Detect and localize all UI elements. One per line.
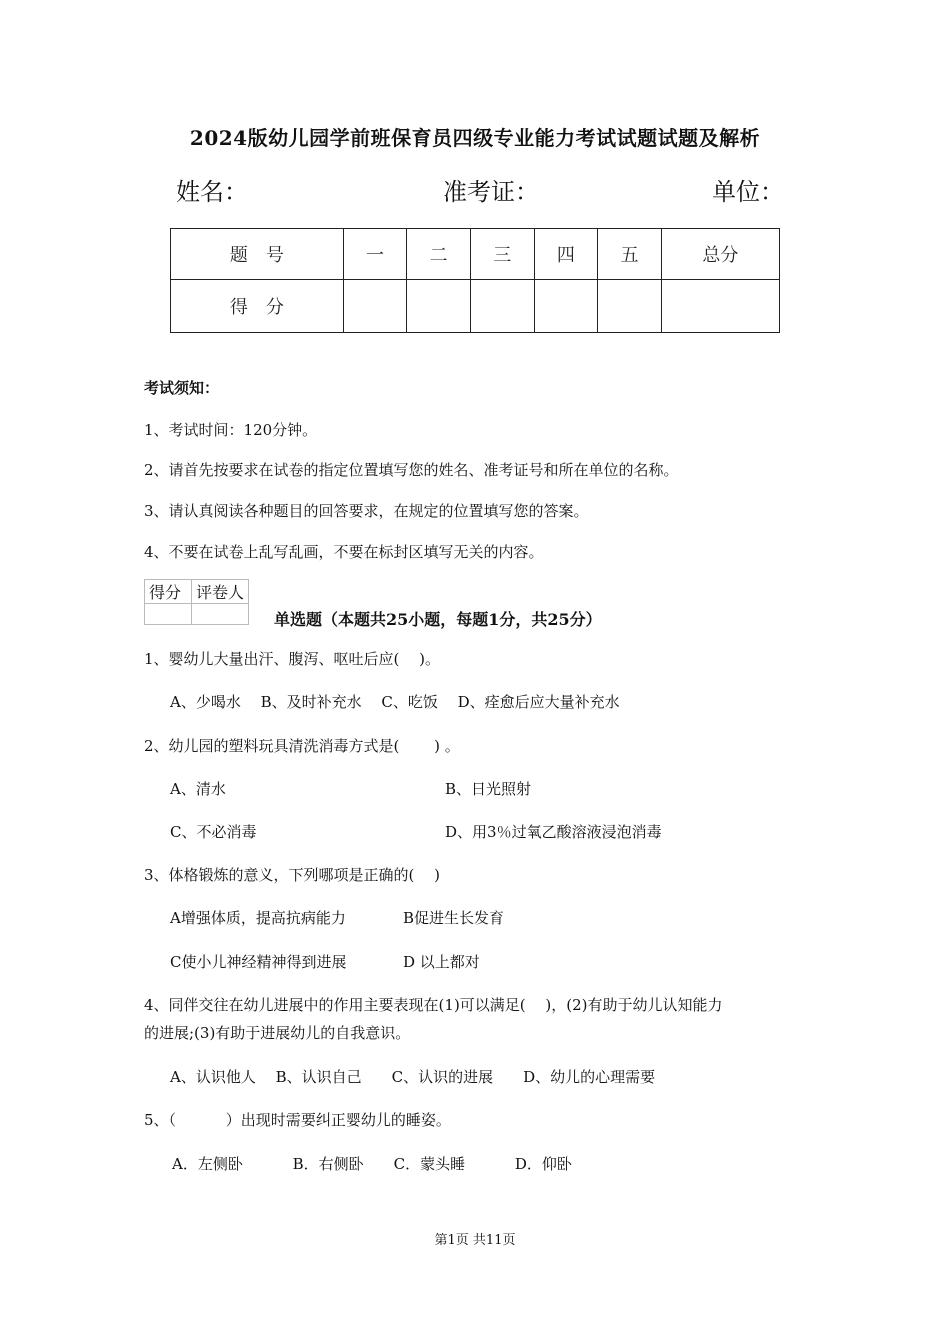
option-b: B、日光照射 [445, 780, 532, 798]
notice-item: 3、请认真阅读各种题目的回答要求，在规定的位置填写您的答案。 [144, 502, 589, 520]
score-cell[interactable] [661, 280, 779, 333]
option-d: D、用3％过氧乙酸溶液浸泡消毒 [445, 823, 662, 841]
grader-box [144, 579, 249, 625]
question-stem: 3、体格锻炼的意义，下列哪项是正确的( ) [144, 866, 441, 884]
score-cell[interactable] [534, 280, 598, 333]
grader-score-label: 得分 [145, 580, 192, 604]
page-title: 2024版幼儿园学前班保育员四级专业能力考试试题试题及解析 [189, 126, 761, 150]
grader-score-cell[interactable] [145, 604, 192, 625]
question-stem: 2、幼儿园的塑料玩具清洗消毒方式是( ) 。 [144, 737, 460, 755]
score-header-cell: 一 [343, 229, 407, 280]
question-options: A、认识他人 B、认识自己 C、认识的进展 D、幼儿的心理需要 [170, 1068, 656, 1086]
score-cell[interactable] [343, 280, 407, 333]
page-footer: 第1页 共11页 [434, 1233, 516, 1248]
score-header-cell: 四 [534, 229, 598, 280]
option-c: C、不必消毒 [170, 823, 257, 841]
exam-id-label: 准考证： [443, 178, 539, 206]
score-header-cell: 二 [407, 229, 471, 280]
score-header-cell: 三 [470, 229, 534, 280]
option-a: A、清水 [170, 780, 226, 798]
score-table [170, 228, 780, 333]
question-stem: 5、（ ）出现时需要纠正婴幼儿的睡姿。 [144, 1111, 451, 1129]
question-options: A．左侧卧 B．右侧卧 C．蒙头睡 D．仰卧 [172, 1155, 572, 1173]
score-cell[interactable] [598, 280, 662, 333]
notice-item: 1、考试时间：120分钟。 [144, 421, 318, 439]
score-table-header-row [171, 229, 780, 280]
option-a: A增强体质，提高抗病能力 [170, 909, 346, 927]
notice-heading: 考试须知： [144, 379, 220, 397]
question-stem: 1、婴幼儿大量出汗、腹泻、呕吐后应( )。 [144, 650, 441, 668]
option-b: B促进生长发育 [403, 909, 505, 927]
score-header-cell: 五 [598, 229, 662, 280]
score-header-cell: 题 号 [171, 229, 344, 280]
option-d: D 以上都对 [403, 953, 480, 971]
grader-name-cell[interactable] [192, 604, 249, 625]
score-header-cell: 总分 [661, 229, 779, 280]
section-title: 单选题（本题共25小题，每题1分，共25分） [274, 610, 602, 629]
score-cell[interactable] [407, 280, 471, 333]
question-stem-continued: 的进展;(3)有助于进展幼儿的自我意识。 [144, 1024, 411, 1042]
score-row-label: 得 分 [171, 280, 344, 333]
name-label: 姓名： [176, 178, 248, 206]
option-c: C使小儿神经精神得到进展 [170, 953, 347, 971]
grader-name-label: 评卷人 [192, 580, 249, 604]
unit-label: 单位： [712, 178, 784, 206]
notice-item: 2、请首先按要求在试卷的指定位置填写您的姓名、准考证号和所在单位的名称。 [144, 461, 679, 479]
notice-item: 4、不要在试卷上乱写乱画，不要在标封区填写无关的内容。 [144, 543, 544, 561]
score-table-score-row [171, 280, 780, 333]
score-cell[interactable] [470, 280, 534, 333]
question-options: A、少喝水 B、及时补充水 C、吃饭 D、痊愈后应大量补充水 [170, 693, 620, 711]
question-stem: 4、同伴交往在幼儿进展中的作用主要表现在(1)可以满足( )，(2)有助于幼儿认知能力 [144, 996, 723, 1014]
